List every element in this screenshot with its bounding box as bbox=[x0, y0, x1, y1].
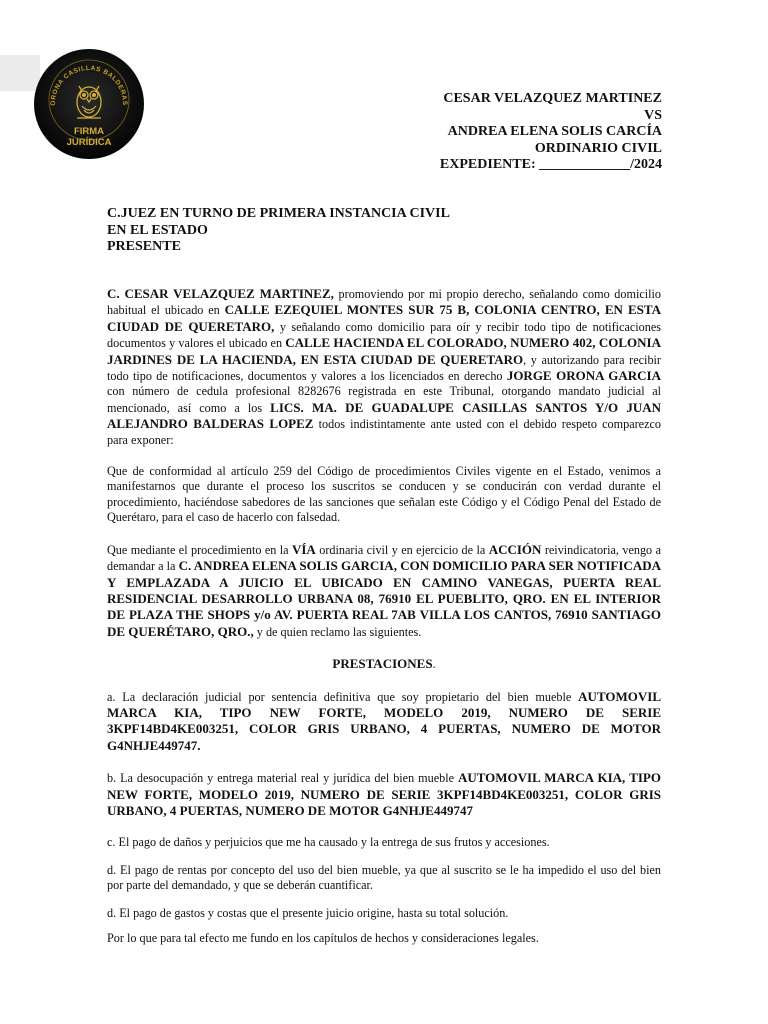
intro-domicilio-notificaciones: CALLE HACIENDA EL COLORADO, NUMERO 402, COLONIA JARDINES DE LA HACIENDA, EN ESTA CIUDAD DE QUERETARO bbox=[107, 335, 661, 367]
demanda-accion: ACCIÓN bbox=[488, 541, 542, 557]
prestacion-b-vehicle: AUTOMOVIL MARCA KIA, TIPO NEW FORTE, MODELO 2019, NUMERO DE SERIE 3KPF14BD4KE003251, COLOR GRIS URBANO, 4 PUERTAS, NUMERO DE MOTOR G4NHJE449747 bbox=[107, 770, 661, 818]
demanda-demandada: C. ANDREA ELENA SOLIS GARCIA, CON DOMICILIO PARA SER NOTIFICADA Y EMPLAZADA A JUICIO EL UBICADO EN CAMINO VANEGAS, PUERTA REAL RESIDENCIAL DESARROLLO URBANA 08, 76910 EL PUEBLITO, QRO. EN EL INTERIOR DE PLAZA THE SHOPS y/o AV. PUERTA REAL 7AB VILLA LOS CANTOS, 76910 SANTIAGO DE QUERÉTARO, QRO., bbox=[107, 558, 661, 639]
addressee-line1: C.JUEZ EN TURNO DE PRIMERA INSTANCIA CIVIL bbox=[107, 206, 450, 221]
logo-line2: JURÍDICA bbox=[66, 137, 112, 148]
logo-seal bbox=[33, 48, 145, 160]
prestacion-a bbox=[107, 689, 661, 755]
addressee-line2: EN EL ESTADO bbox=[107, 222, 208, 238]
intro-paragraph bbox=[107, 286, 661, 448]
prestacion-a-text: a. La declaración judicial por sentencia definitiva que soy propietario del bien mueble bbox=[107, 689, 579, 704]
intro-text-5: todos indistintamente ante usted con el debido respeto comparezco para exponer: bbox=[107, 417, 661, 447]
intro-text-2: y señalando como domicilio para oír y recibir todo tipo de notificaciones documentos y valores el ubicado en bbox=[107, 319, 661, 351]
prestacion-d-rentas: d. El pago de rentas por concepto del uso del bien mueble, ya que al suscrito se le ha impedido el uso del bien por parte del demandado, y que se deberán cuantificar. bbox=[107, 862, 661, 893]
demanda-text-3: reivindicatoria, vengo a demandar a la bbox=[107, 542, 661, 574]
defendant-name: ANDREA ELENA SOLIS CARCÍA bbox=[447, 124, 662, 139]
intro-licenciados: LICS. MA. DE GUADALUPE CASILLAS SANTOS Y/O JUAN ALEJANDRO BALDERAS LOPEZ bbox=[107, 399, 661, 432]
case-caption bbox=[440, 91, 662, 174]
prestaciones-title: PRESTACIONES bbox=[332, 656, 433, 672]
prestacion-c: c. El pago de daños y perjuicios que me ha causado y la entrega de sus frutos y accesiones. bbox=[107, 835, 550, 850]
prestacion-b bbox=[107, 770, 661, 819]
intro-domicilio: CALLE EZEQUIEL MONTES SUR 75 B, COLONIA CENTRO, EN ESTA CIUDAD DE QUERETARO, bbox=[107, 302, 662, 334]
versus-label: VS bbox=[644, 107, 662, 123]
logo-line1: FIRMA bbox=[73, 126, 105, 137]
firm-logo bbox=[33, 48, 145, 160]
case-type: ORDINARIO CIVIL bbox=[534, 140, 662, 156]
protesta-paragraph: Que de conformidad al artículo 259 del Código de procedimientos Civiles vigente en el Estado, venimos a manifestarnos que durante el proceso los suscritos se conducen y se conducirán con verdad durante el procedimiento, haciéndose sabedores de las sanciones que señalan este Código y el Código Penal del Estado de Querétaro, para el caso de hacerlo con falsedad. bbox=[107, 464, 661, 525]
closing-paragraph: Por lo que para tal efecto me fundo en los capítulos de hechos y consideraciones legales. bbox=[107, 931, 539, 945]
prestacion-b-text: b. La desocupación y entrega material real y jurídica del bien mueble bbox=[107, 771, 458, 786]
addressee-block bbox=[107, 206, 450, 256]
logo-ring-text: ORONA CASILLAS BALDERAS bbox=[49, 64, 129, 106]
intro-promovente: C. CESAR VELAZQUEZ MARTINEZ, bbox=[107, 286, 334, 301]
demanda-text-4: y de quien reclamo las siguientes. bbox=[253, 624, 422, 639]
intro-abogado: JORGE ORONA GARCIA bbox=[506, 368, 661, 384]
addressee-line3: PRESENTE bbox=[107, 239, 181, 254]
prestaciones-heading: PRESTACIONES. bbox=[332, 656, 436, 672]
demanda-via: VÍA bbox=[291, 541, 316, 557]
prestacion-d-costas: d. El pago de gastos y costas que el presente juicio origine, hasta su total solución. bbox=[107, 905, 509, 920]
demanda-text-1: Que mediante el procedimiento en la bbox=[107, 542, 292, 557]
plaintiff-name: CESAR VELAZQUEZ MARTINEZ bbox=[443, 91, 662, 106]
demanda-text-2: ordinaria civil y en ejercicio de la bbox=[315, 542, 489, 557]
intro-text-1: promoviendo por mi propio derecho, señalando como domicilio habitual el ubicado en bbox=[107, 287, 662, 318]
expediente-number: EXPEDIENTE: _____________/2024 bbox=[439, 157, 662, 172]
intro-text-3: , y autorizando para recibir todo tipo de notificaciones, documentos y valores a los licenciados en derecho bbox=[107, 352, 661, 384]
document-body bbox=[107, 286, 661, 946]
demanda-paragraph bbox=[107, 542, 661, 640]
prestacion-a-vehicle: AUTOMOVIL MARCA KIA, TIPO NEW FORTE, MODELO 2019, NUMERO DE SERIE 3KPF14BD4KE003251, COLOR GRIS URBANO, 4 PUERTAS, NUMERO DE MOTOR G4NHJE449747. bbox=[107, 688, 661, 753]
intro-text-4: con número de cedula profesional 8282676 registrada en este Tribunal, otorgando mandato judicial al mencionado, así como a los bbox=[107, 384, 661, 415]
